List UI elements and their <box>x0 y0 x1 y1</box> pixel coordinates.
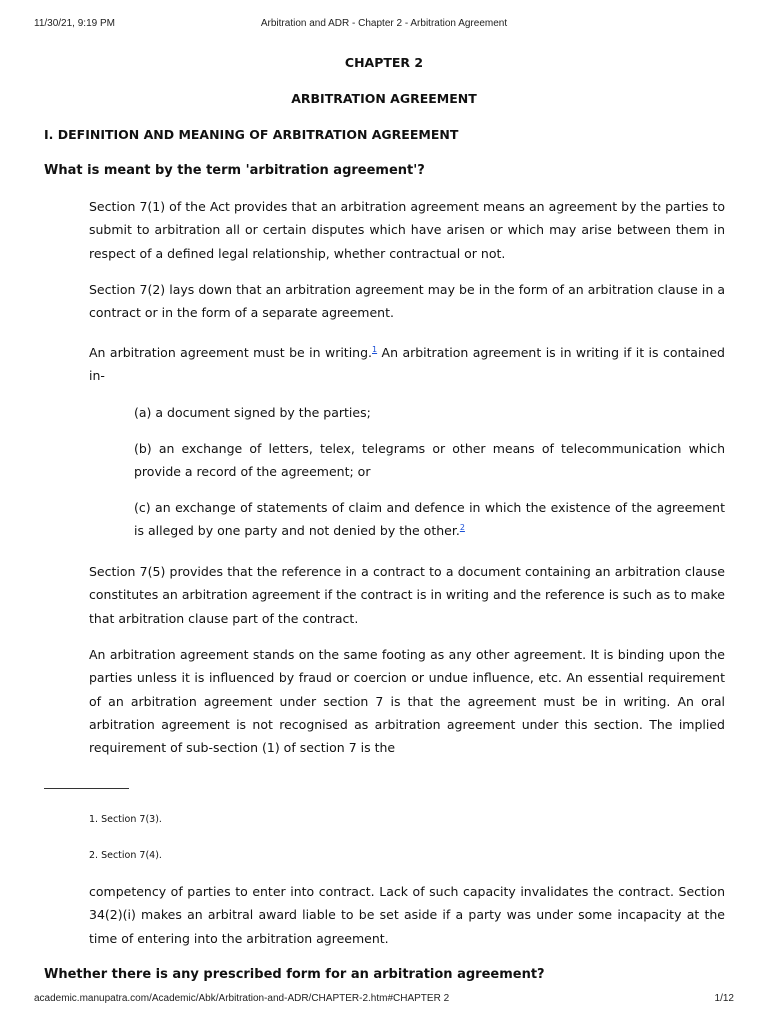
print-datetime: 11/30/21, 9:19 PM <box>34 18 115 29</box>
print-page-title: Arbitration and ADR - Chapter 2 - Arbitration Agreement <box>260 18 508 29</box>
list-item-a: (a) a document signed by the parties; <box>134 405 371 420</box>
paragraph-6: competency of parties to enter into contract. Lack of such capacity invalidates the contract. Section 34(2)(i) makes an arbitral award liable to be set aside if a party was under some incapacity at the time of entering into the arbitration agreement. <box>89 884 725 946</box>
section-heading: I. DEFINITION AND MEANING OF ARBITRATION AGREEMENT <box>44 127 459 142</box>
list-item-c-text: (c) an exchange of statements of claim and defence in which the existence of the agreement is alleged by one party and not denied by the other. <box>134 500 725 539</box>
question-heading-2: Whether there is any prescribed form for an arbitration agreement? <box>44 967 545 982</box>
page-number: 1/12 <box>714 993 734 1004</box>
chapter-number: CHAPTER 2 <box>344 55 424 70</box>
paragraph-1: Section 7(1) of the Act provides that an arbitration agreement means an agreement by the parties to submit to arbitration all or certain disputes which have arisen or which may arise between them in respect of a defined legal relationship, whether contractual or not. <box>89 199 725 261</box>
footnote-ref-1[interactable]: 1 <box>372 344 378 354</box>
paragraph-5: An arbitration agreement stands on the same footing as any other agreement. It is binding upon the parties unless it is influenced by fraud or coercion or undue influence, etc. An essential requirement of an arbitration agreement under section 7 is that the agreement must be in writing. An oral arbitration agreement is not recognised as arbitration agreement under this section. The implied requirement of sub-section (1) of section 7 is the <box>89 647 725 756</box>
paragraph-3-text-b: An arbitration agreement is in writing if it is contained in- <box>89 345 725 384</box>
footnote-divider <box>44 788 129 789</box>
list-item-b: (b) an exchange of letters, telex, telegrams or other means of telecommunication which provide a record of the agreement; or <box>134 441 725 480</box>
list-item-c <box>134 496 725 543</box>
paragraph-3 <box>89 341 725 388</box>
paragraph-2: Section 7(2) lays down that an arbitration agreement may be in the form of an arbitration clause in a contract or in the form of a separate agreement. <box>89 282 725 321</box>
footnote-1: 1. Section 7(3). <box>89 814 162 825</box>
paragraph-3-text-a: An arbitration agreement must be in writing. <box>89 345 373 360</box>
footnote-ref-2[interactable]: 2 <box>459 523 465 533</box>
paragraph-4: Section 7(5) provides that the reference in a contract to a document containing an arbitration clause constitutes an arbitration agreement if the contract is in writing and the reference is such as to make that arbitration clause part of the contract. <box>89 564 725 626</box>
chapter-title: ARBITRATION AGREEMENT <box>291 91 477 106</box>
print-url: academic.manupatra.com/Academic/Abk/Arbitration-and-ADR/CHAPTER-2.htm#CHAPTER 2 <box>34 993 450 1004</box>
footnote-2: 2. Section 7(4). <box>89 850 162 861</box>
question-heading-1: What is meant by the term 'arbitration agreement'? <box>44 163 425 178</box>
